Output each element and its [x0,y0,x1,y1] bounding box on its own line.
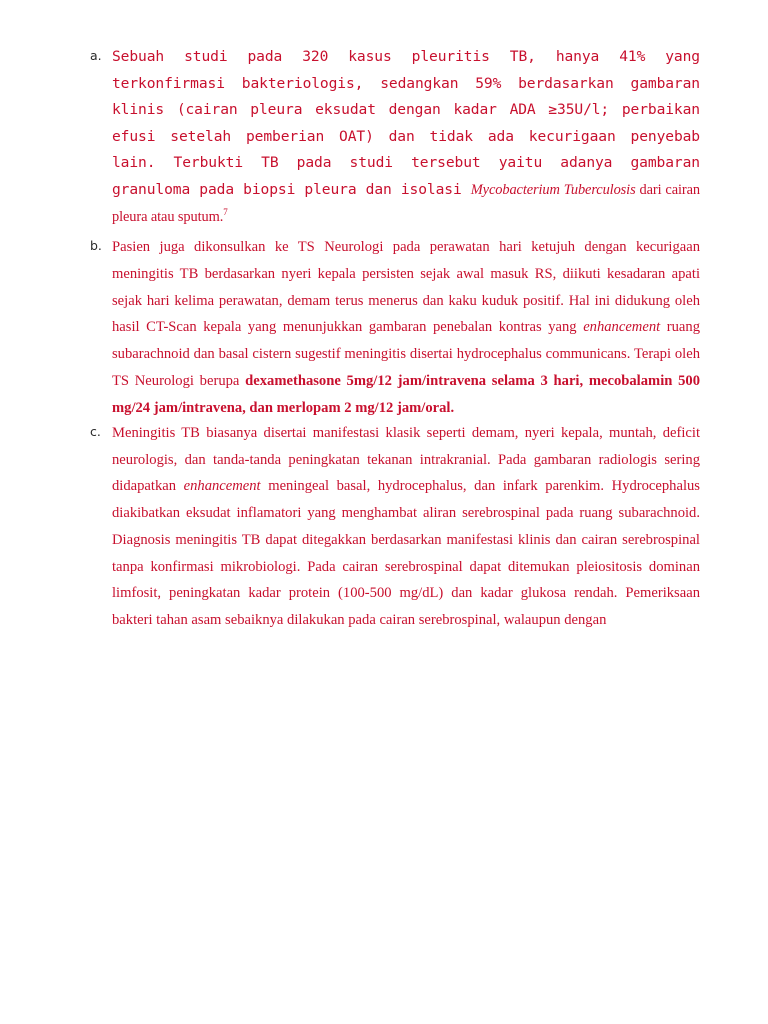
list-marker-a: a. [90,48,102,63]
paragraph-a-tail: dari cairan pleura atau sputum. [112,181,700,225]
paragraph-b [112,234,700,422]
paragraph-c [112,420,700,634]
paragraph-b-part-1: Pasien juga dikonsulkan ke TS Neurologi pada perawatan hari ketujuh dengan kecurigaan meningitis TB berdasarkan nyeri kepala persisten sejak awal masuk RS, diikuti kesadaran apati sejak hari kelima perawatan, demam terus menerus dan kaku kuduk positif. Hal ini didukung oleh hasil CT-Scan kepala yang menunjukkan gambaran penebalan kontras yang [112,239,700,336]
paragraph-a [112,44,700,230]
paragraph-a-main: Sebuah studi pada 320 kasus pleuritis TB, hanya 41% yang terkonfirmasi bakteriologis, sedangkan 59% berdasarkan gambaran klinis (cairan pleura eksudat dengan kadar ADA ≥35U/l; perbaikan efusi setelah pemberian OAT) dan tidak ada kecurigaan penyebab lain. Terbukti TB pada studi tersebut yaitu adanya gambaran granuloma pada biopsi pleura dan isolasi [112,48,700,198]
paragraph-b-italic: enhancement [583,319,661,336]
paragraph-c-italic: enhancement [183,478,261,495]
paragraph-b-part-2: ruang subarachnoid dan basal cistern sugestif meningitis disertai hydrocephalus communicans. Terapi oleh TS Neurologi berupa [112,319,700,389]
list-marker-c: c. [90,424,101,439]
paragraph-c-part-2: meningeal basal, hydrocephalus, dan infark parenkim. Hydrocephalus diakibatkan eksudat inflamatori yang menghambat aliran serebrospinal pada ruang subarachnoid. Diagnosis meningitis TB dapat ditegakkan berdasarkan manifestasi klinis dan cairan serebrospinal tanpa konfirmasi mikrobiologi. Pada cairan serebrospinal dapat ditemukan pleiositosis dominan limfosit, peningkatan kadar protein (100-500 mg/dL) dan kadar glukosa rendah. Pemeriksaan bakteri tahan asam sebaiknya dilakukan pada cairan serebrospinal, walaupun dengan [112,478,700,628]
footnote-reference[interactable]: 7 [223,206,228,217]
paragraph-c-part-1: Meningitis TB biasanya disertai manifestasi klasik seperti demam, nyeri kepala, muntah, deficit neurologis, dan tanda-tanda peningkatan tekanan intrakranial. Pada gambaran radiologis sering didapatkan [112,425,700,495]
list-marker-b: b. [90,238,102,253]
paragraph-b-therapy-bold: dexamethasone 5mg/12 jam/intravena selama 3 hari, mecobalamin 500 mg/24 jam/intravena, dan merlopam 2 mg/12 jam/oral. [112,372,700,416]
paragraph-a-italic: Mycobacterium Tuberculosis [470,181,636,198]
